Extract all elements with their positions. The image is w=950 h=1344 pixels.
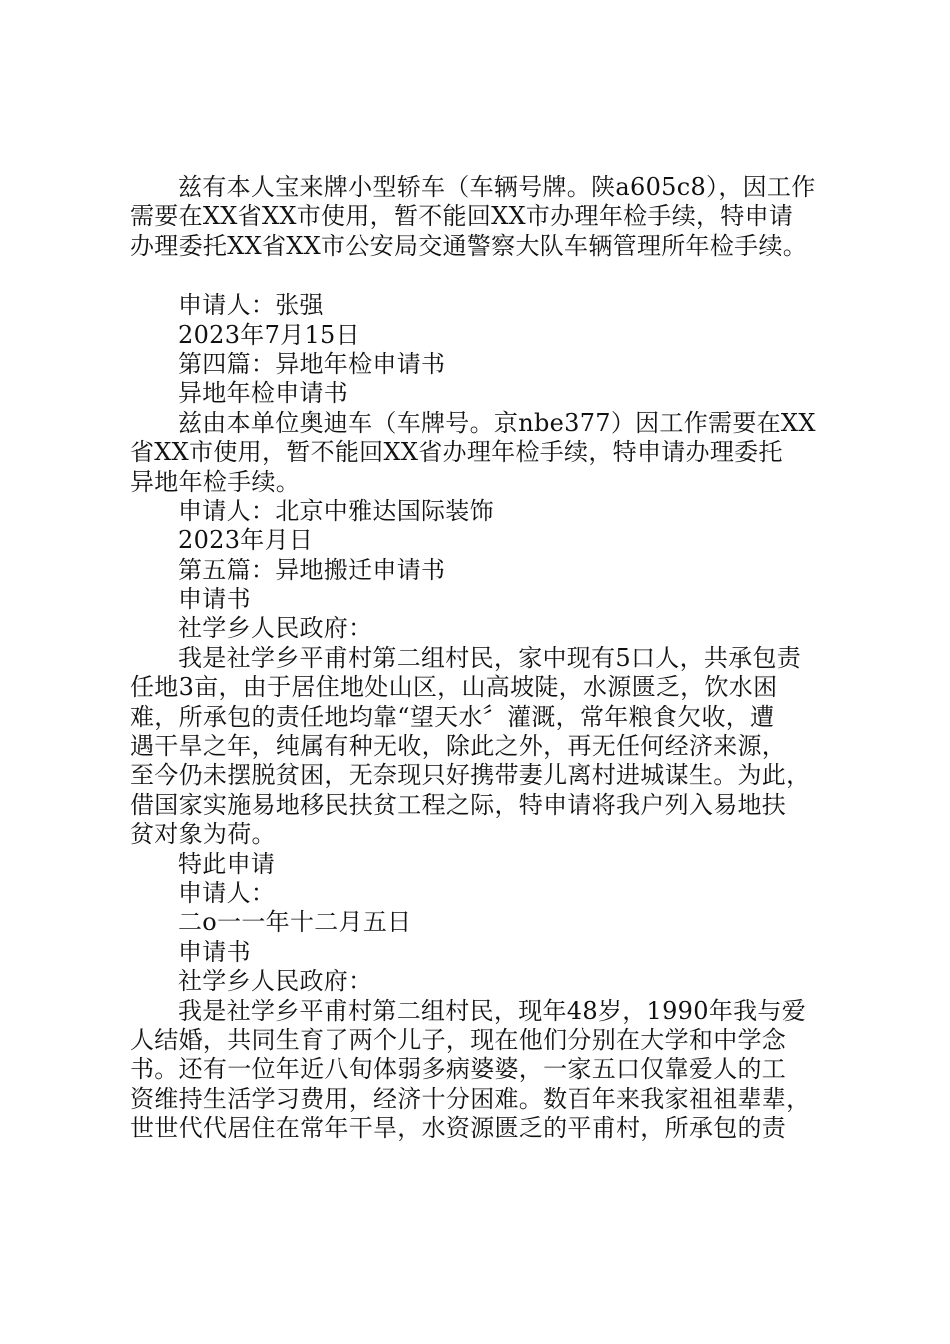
document-page bbox=[130, 173, 850, 1144]
text-line: 2023年7月15日 bbox=[178, 320, 360, 349]
paragraph-line: 书。还有一位年近八旬体弱多病婆婆，一家五口仅靠爱人的工 bbox=[130, 1055, 787, 1084]
paragraph-line: 贫对象为荷。 bbox=[130, 820, 276, 849]
text-line: 二o一一年十二月五日 bbox=[178, 908, 412, 937]
text-line: 特此申请 bbox=[178, 849, 276, 878]
paragraph-line: 异地年检手续。 bbox=[130, 467, 301, 496]
text-line: 申请人：北京中雅达国际装饰 bbox=[178, 496, 494, 525]
paragraph-line: 我是社学乡平甫村第二组村民，现年48岁，1990年我与爱 bbox=[178, 996, 807, 1025]
paragraph-line: 难，所承包的责任地均靠“望天水〞灌溉，常年粮食欠收，遭 bbox=[130, 702, 775, 731]
text-line: 第四篇：异地年检申请书 bbox=[178, 349, 446, 378]
paragraph-line: 办理委托XX省XX市公安局交通警察大队车辆管理所年检手续。 bbox=[130, 231, 808, 260]
paragraph-line: 兹由本单位奥迪车（车牌号。京nbe377）因工作需要在XX bbox=[178, 408, 816, 437]
paragraph bbox=[130, 644, 850, 850]
text-line: 申请书 bbox=[178, 937, 251, 966]
text-line: 申请书 bbox=[178, 585, 251, 614]
paragraph-line: 需要在XX省XX市使用，暂不能回XX市办理年检手续，特申请 bbox=[130, 202, 794, 231]
paragraph-line: 任地3亩，由于居住地处山区，山高坡陡，水源匮乏，饮水困 bbox=[130, 673, 778, 702]
text-line: 申请人：张强 bbox=[178, 291, 324, 320]
paragraph-line: 借国家实施易地移民扶贫工程之际，特申请将我户列入易地扶 bbox=[130, 790, 787, 819]
text-line: 申请人： bbox=[178, 878, 276, 907]
paragraph bbox=[130, 409, 850, 497]
paragraph-line: 世世代代居住在常年干旱，水资源匮乏的平甫村，所承包的责 bbox=[130, 1114, 787, 1143]
text-line: 社学乡人民政府： bbox=[178, 967, 373, 996]
paragraph bbox=[130, 173, 850, 261]
text-line: 社学乡人民政府： bbox=[178, 614, 373, 643]
paragraph-line: 资维持生活学习费用，经济十分困难。数百年来我家祖祖辈辈， bbox=[130, 1084, 811, 1113]
paragraph-line: 至今仍未摆脱贫困，无奈现只好携带妻儿离村进城谋生。为此， bbox=[130, 761, 811, 790]
paragraph-line: 人结婚，共同生育了两个儿子，现在他们分别在大学和中学念 bbox=[130, 1025, 787, 1054]
text-line: 异地年检申请书 bbox=[178, 379, 349, 408]
paragraph-gap bbox=[130, 261, 850, 291]
paragraph-line: 省XX市使用，暂不能回XX省办理年检手续，特申请办理委托 bbox=[130, 438, 783, 467]
paragraph-line: 兹有本人宝来牌小型轿车（车辆号牌。陕a605c8），因工作 bbox=[178, 173, 816, 201]
paragraph bbox=[130, 997, 850, 1144]
text-line: 2023年月日 bbox=[178, 526, 314, 555]
text-line: 第五篇：异地搬迁申请书 bbox=[178, 555, 446, 584]
paragraph-line: 遇干旱之年，纯属有种无收，除此之外，再无任何经济来源， bbox=[130, 732, 787, 761]
paragraph-line: 我是社学乡平甫村第二组村民，家中现有5口人，共承包责 bbox=[178, 643, 802, 672]
